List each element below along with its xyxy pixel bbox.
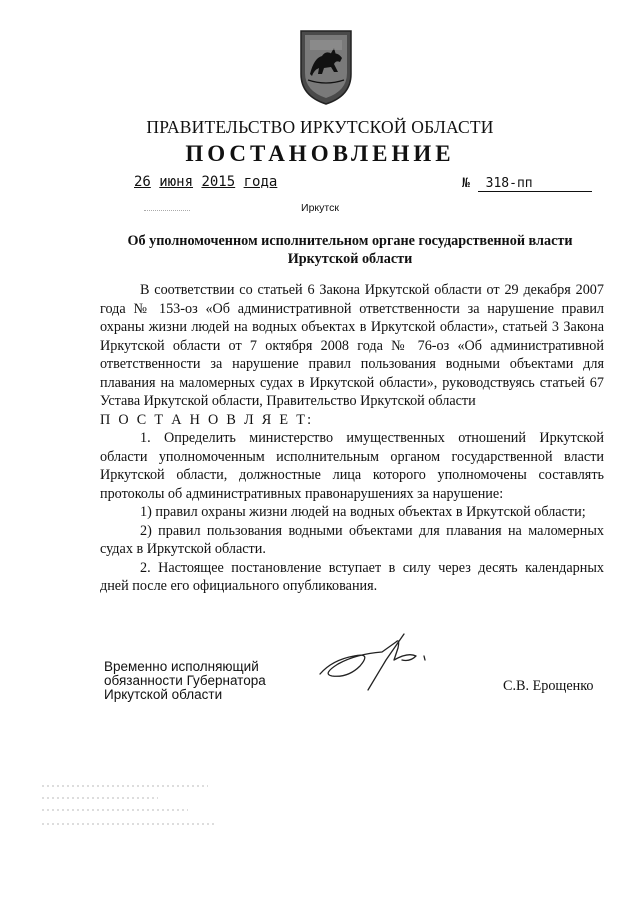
city-name: Иркутск (301, 202, 339, 214)
decree-line: П О С Т А Н О В Л Я Е Т: (100, 411, 314, 428)
signatory-position (104, 660, 266, 702)
position-line-2: обязанности Губернатора (104, 673, 266, 688)
paragraph-2: 2. Настоящее постановление вступает в силу через десять календарных дней после его официального опубликования. (100, 559, 604, 594)
date-month: июня (159, 174, 194, 190)
coat-of-arms-icon (298, 28, 354, 106)
document-date (134, 174, 277, 190)
heading-line-2: Иркутской области (287, 251, 413, 267)
paragraph-1: 1. Определить министерство имущественных отношений Иркутской области уполномоченным исполнительным органом государственной власти Иркутской области, должностные лица которого уполномочены составлять протоколы об административных правонарушениях за нарушение: (100, 430, 604, 502)
heading-line-1: Об уполномоченном исполнительном органе государственной власти (127, 233, 573, 249)
document-type: ПОСТАНОВЛЕНИЕ (185, 141, 455, 166)
date-year: 2015 (201, 174, 236, 190)
government-title: ПРАВИТЕЛЬСТВО ИРКУТСКОЙ ОБЛАСТИ (146, 117, 494, 137)
paragraph-1-item-2: 2) правил пользования водными объектами для плавания на маломерных судах в Иркутской области. (100, 522, 604, 557)
number-prefix: № (462, 176, 470, 191)
handwritten-signature (312, 630, 442, 692)
document-heading (100, 232, 600, 268)
paragraph-1-item-1: 1) правил охраны жизни людей на водных объектах в Иркутской области; (140, 504, 586, 520)
date-day: 26 (134, 174, 151, 190)
number-value: 318-пп (478, 176, 592, 192)
preamble-paragraph: В соответствии со статьей 6 Закона Иркутской области от 29 декабря 2007 года № 153-оз «Об административной ответственности за нарушение правил охраны жизни людей на водных объектах в Иркутской области», статьей 3 Закона Иркутской области от 7 октября 2008 года № 76-оз «Об административной ответственности за нарушение правил пользования водными объектами для плавания на маломерных судах в Иркутской области», руководствуясь статьей 67 Устава Иркутской области, Правительство Иркутской области (100, 282, 604, 409)
faded-stamp-marks (38, 780, 218, 830)
document-body (100, 281, 604, 596)
signatory-name: С.В. Ерощенко (503, 678, 594, 694)
position-line-3: Иркутской области (104, 687, 223, 702)
date-suffix: года (243, 174, 278, 190)
document-number (462, 176, 592, 192)
position-line-1: Временно исполняющий (104, 659, 259, 674)
